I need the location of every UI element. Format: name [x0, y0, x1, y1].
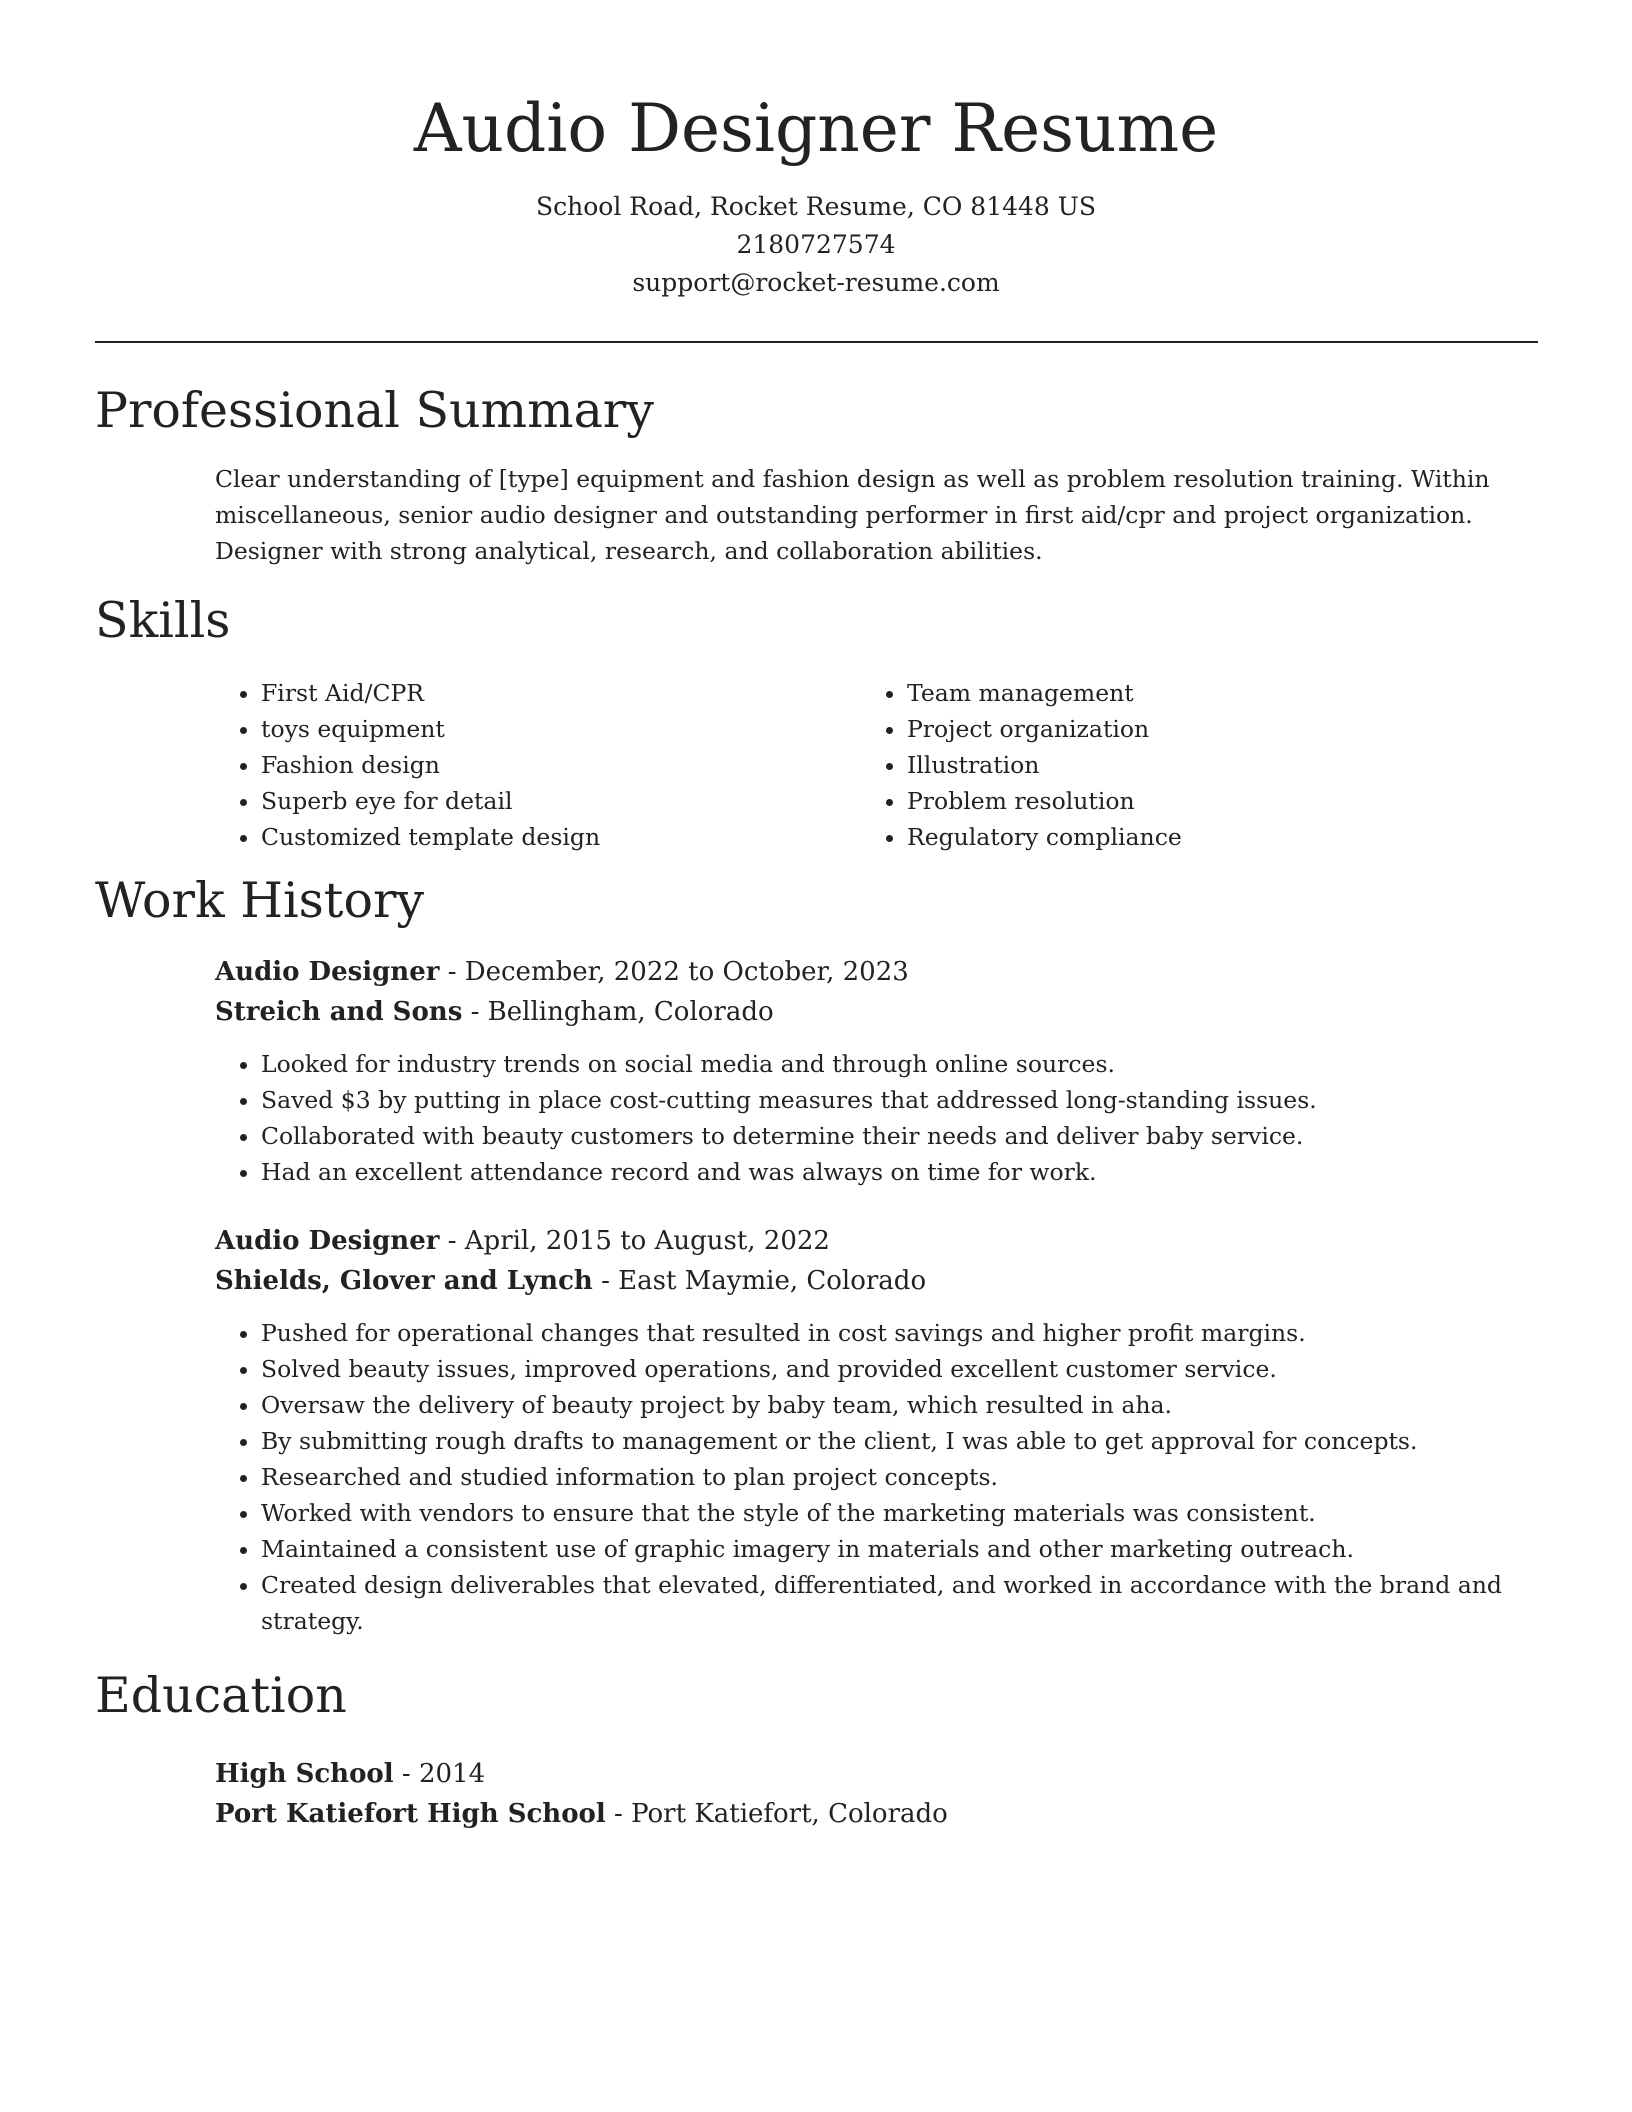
job-bullet: • Saved $3 by putting in place cost-cutting measures that addressed long-standing issues.: [261, 1082, 1525, 1118]
summary-heading: Professional Summary: [95, 382, 654, 439]
education-school-line: [215, 1794, 1515, 1834]
job-bullet: • Solved beauty issues, improved operations, and provided excellent customer service.: [261, 1351, 1525, 1387]
job-bullet: • Created design deliverables that elevated, differentiated, and worked in accordance with the brand and strategy.: [261, 1567, 1525, 1639]
education-location: - Port Katiefort, Colorado: [605, 1799, 948, 1829]
job-bullet: • Worked with vendors to ensure that the style of the marketing materials was consistent.: [261, 1495, 1525, 1531]
job-company: Streich and Sons: [215, 997, 463, 1027]
header-divider: [95, 341, 1538, 343]
education-school: Port Katiefort High School: [215, 1799, 606, 1829]
contact-block: [0, 188, 1632, 302]
resume-title: Audio Designer Resume: [413, 90, 1219, 167]
job-entry: [215, 1221, 1525, 1639]
skills-heading: Skills: [95, 592, 231, 649]
job-dates: - December, 2022 to October, 2023: [439, 957, 909, 987]
job-bullets: [215, 1315, 1525, 1639]
job-company-line: [215, 1261, 1525, 1301]
email: support@rocket-resume.com: [632, 268, 1000, 297]
skill-item: • Illustration: [907, 747, 1507, 783]
education-heading: Education: [95, 1667, 347, 1724]
skill-item: • First Aid/CPR: [261, 675, 861, 711]
skills-column-right: [861, 675, 1507, 855]
skill-item: • Customized template design: [261, 819, 861, 855]
skill-item: • Problem resolution: [907, 783, 1507, 819]
job-dates: - April, 2015 to August, 2022: [439, 1226, 830, 1256]
job-bullet: • Pushed for operational changes that resulted in cost savings and higher profit margins.: [261, 1315, 1525, 1351]
education-entry: [215, 1754, 1515, 1834]
education-year: - 2014: [393, 1759, 486, 1789]
address: School Road, Rocket Resume, CO 81448 US: [536, 192, 1096, 221]
job-bullet: • By submitting rough drafts to management or the client, I was able to get approval for concepts.: [261, 1423, 1525, 1459]
skill-item: • Team management: [907, 675, 1507, 711]
skills-column-left: [215, 675, 861, 855]
job-title-line: [215, 1221, 1525, 1261]
job-location: - Bellingham, Colorado: [462, 997, 774, 1027]
job-company: Shields, Glover and Lynch: [215, 1266, 593, 1296]
skill-item: • toys equipment: [261, 711, 861, 747]
skill-item: • Fashion design: [261, 747, 861, 783]
job-location: - East Maymie, Colorado: [592, 1266, 927, 1296]
job-bullet: • Oversaw the delivery of beauty project by baby team, which resulted in aha.: [261, 1387, 1525, 1423]
job-bullet: • Looked for industry trends on social media and through online sources.: [261, 1046, 1525, 1082]
skill-item: • Regulatory compliance: [907, 819, 1507, 855]
summary-text: Clear understanding of [type] equipment and fashion design as well as problem resolution training. Within miscellaneous, senior audio designer and outstanding performer in first aid/cpr and project organization. Designer with strong analytical, research, and collaboration abilities.: [215, 465, 1490, 565]
education-degree: High School: [215, 1759, 394, 1789]
job-role: Audio Designer: [215, 957, 440, 987]
resume-header: [0, 0, 1632, 302]
job-bullet: • Researched and studied information to plan project concepts.: [261, 1459, 1525, 1495]
job-company-line: [215, 992, 1525, 1032]
work-history-heading: Work History: [95, 872, 425, 929]
job-title-line: [215, 952, 1525, 992]
job-bullets: [215, 1046, 1525, 1190]
job-bullet: • Collaborated with beauty customers to determine their needs and deliver baby service.: [261, 1118, 1525, 1154]
education-degree-line: [215, 1754, 1515, 1794]
skill-item: • Project organization: [907, 711, 1507, 747]
job-bullet: • Had an excellent attendance record and was always on time for work.: [261, 1154, 1525, 1190]
skills-list: [215, 675, 1515, 855]
phone: 2180727574: [736, 230, 896, 259]
job-bullet: • Maintained a consistent use of graphic imagery in materials and other marketing outreach.: [261, 1531, 1525, 1567]
skill-item: • Superb eye for detail: [261, 783, 861, 819]
job-role: Audio Designer: [215, 1226, 440, 1256]
job-entry: [215, 952, 1525, 1190]
